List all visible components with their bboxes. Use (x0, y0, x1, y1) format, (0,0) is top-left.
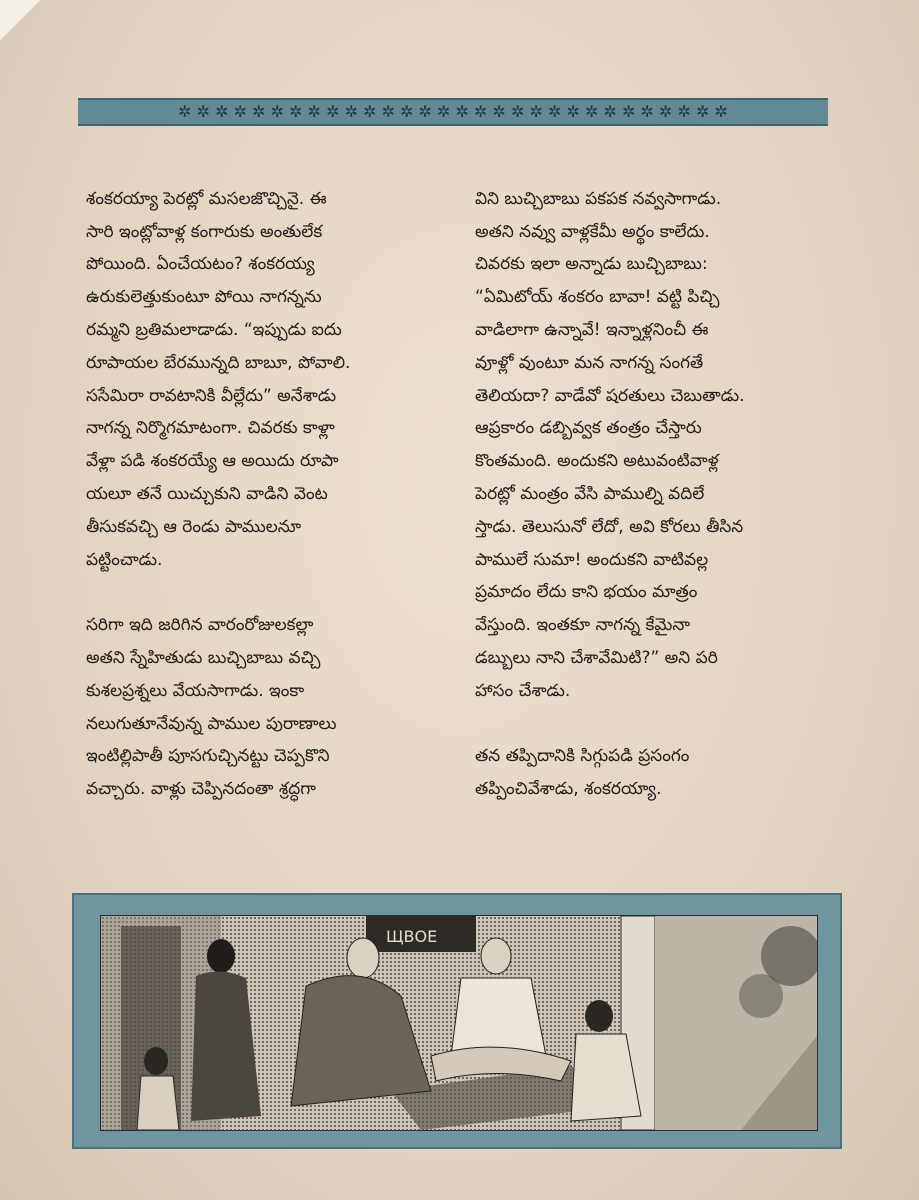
illustration-scene (100, 915, 818, 1131)
friend-shirt (451, 978, 546, 1056)
man-head (347, 938, 379, 978)
child-head (144, 1047, 168, 1075)
man-shawl (291, 976, 431, 1106)
window-sign: ЩВОЕ (386, 927, 438, 946)
boy-head (585, 1000, 613, 1032)
left-column (86, 150, 450, 839)
left-paragraph-2: సరిగా ఇది జరిగిన వారంరోజులకల్లా అతని స్నేహితుడు బుచ్చిబాబు వచ్చి కుశలప్రశ్నలు వేయసాగాడు. ఇంకా నలుగుతూనేవున్న పాముల పురాణాలు ఇంటిల్లిపాతీ పూసగుచ్చినట్టు చెప్పకొని వచ్చారు. వాళ్లు చెప్పినదంతా శ్రద్ధగా (86, 615, 337, 800)
child-body (137, 1076, 179, 1130)
torn-corner (0, 0, 40, 60)
friend-head (481, 938, 511, 974)
scene-drawing (101, 916, 817, 1130)
story-illustration (72, 893, 842, 1149)
woman-saree (191, 971, 261, 1121)
left-paragraph-1: శంకరయ్యా పెరట్లో మసలజొచ్చినై. ఈ సారి ఇంట్లోవాళ్ల కంగారుకు అంతులేక పోయింది. ఏంచేయటం? శంకరయ్య ఉరుకులెత్తుకుంటూ పోయి నాగన్నను రమ్మని బ్రతిమలాడాడు. “ఇప్పుడు ఐదు రూపాయల బేరమున్నది బాబూ, పోవాలి. ససేమిరా రావటానికి వీల్లేదు” అనేశాడు నాగన్న నిర్మొగమాటంగా. చివరకు కాళ్లా వేళ్లా పడి శంకరయ్యే ఆ అయిదు రూపా యలూ తనే యిచ్చుకుని వాడిని వెంట తీసుకవచ్చి ఆ రెండు పాములనూ పట్టించాడు. (86, 188, 351, 570)
foliage-2 (739, 974, 783, 1018)
right-paragraph-2: తన తప్పిదానికి సిగ్గుపడి ప్రసంగం తప్పించివేశాడు, శంకరయ్యా. (475, 746, 690, 800)
right-paragraph-1: విని బుచ్చిబాబు పకపక నవ్వసాగాడు. అతని నవ్వు వాళ్లకేమీ అర్థం కాలేదు. చివరకు ఇలా అన్నాడు బుచ్చిబాబు: “ఏమిటోయ్ శంకరం బావా! వట్టి పిచ్చి వాడిలాగా ఉన్నావే! ఇన్నాళ్లనించీ ఈ వూళ్లో వుంటూ మన నాగన్న సంగతే తెలియదా? వాడేవో షరతులు చెబుతాడు. ఆప్రకారం డబ్బివ్వక తంత్రం చేస్తారు కొంతమంది. అందుకని అటువంటివాళ్ల పెరట్లో మంత్రం వేసి పాముల్ని వదిలే స్తాడు. తెలుసునో లేదో, అవి కోరలు తీసిన పాములే సుమా! అందుకని వాటివల్ల ప్రమాదం లేదు కాని భయం మాత్రం వేస్తుంది. ఇంతకూ నాగన్న కేమైనా డబ్బులు నాని చేశావేమిటి?” అని పరి హాసం చేశాడు. (475, 188, 745, 701)
right-column (475, 150, 845, 839)
ornamental-border (78, 98, 828, 126)
woman-head (207, 939, 235, 973)
ornament-stars: ✲ ✲ ✲ ✲ ✲ ✲ ✲ ✲ ✲ ✲ ✲ ✲ ✲ ✲ ✲ ✲ ✲ ✲ ✲ ✲ ✲ ✲ ✲ ✲ ✲ ✲ ✲ ✲ ✲ ✲ (178, 102, 728, 121)
